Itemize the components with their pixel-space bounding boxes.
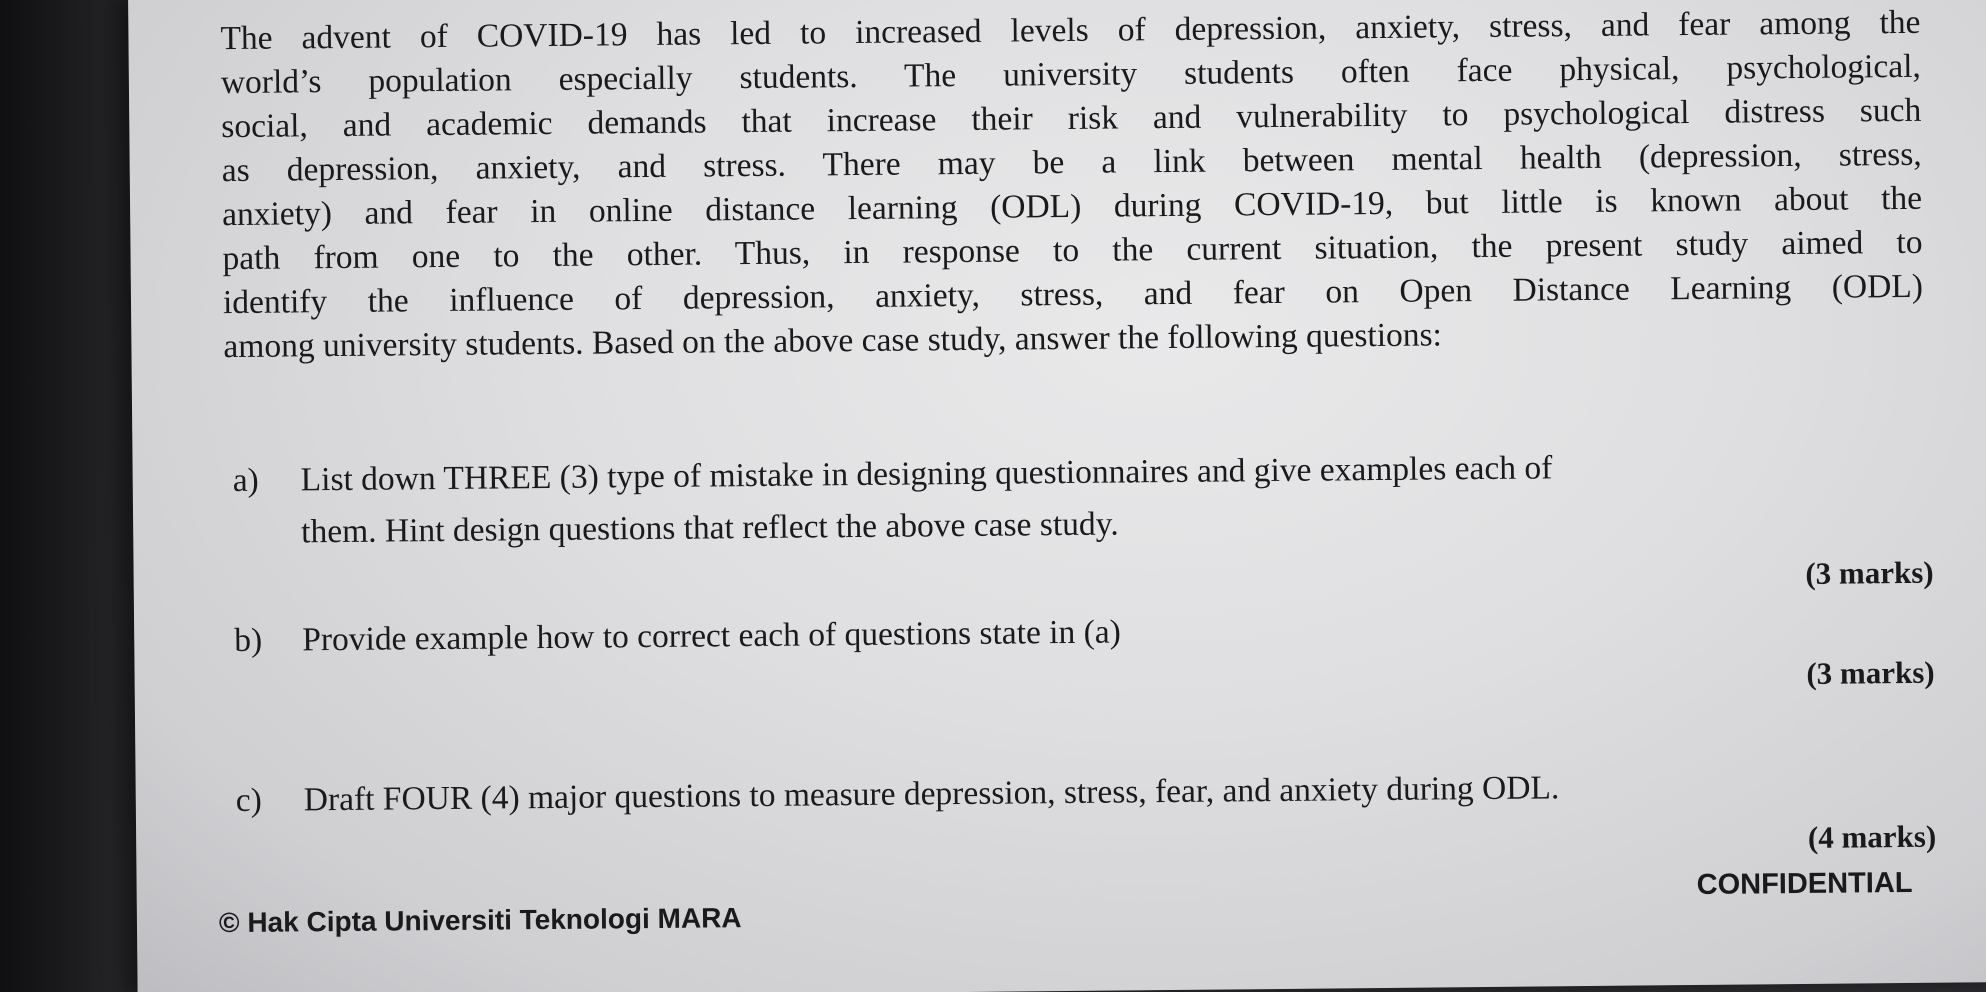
paragraph-line: social, and academic demands that increase their risk and vulnerability to psychological distress such bbox=[221, 91, 1922, 146]
question-text-line: them. Hint design questions that reflect the above case study. bbox=[301, 505, 1119, 551]
question-text-line: Provide example how to correct each of questions state in (a) bbox=[302, 613, 1121, 659]
question-text-line: Draft FOUR (4) major questions to measure depression, stress, fear, and anxiety during ODL. bbox=[303, 769, 1560, 819]
confidential-label: CONFIDENTIAL bbox=[1696, 866, 1913, 901]
paragraph-line: The advent of COVID-19 has led to increased levels of depression, anxiety, stress, and fear among the bbox=[220, 3, 1921, 58]
question-c bbox=[236, 763, 1937, 889]
marks-label: (3 marks) bbox=[1805, 554, 1934, 591]
marks-label: (3 marks) bbox=[1806, 654, 1935, 691]
question-text-line: List down THREE (3) type of mistake in designing questionnaires and give examples each of bbox=[300, 449, 1553, 499]
paragraph-line: as depression, anxiety, and stress. There may be a link between mental health (depression, stress, bbox=[221, 135, 1922, 190]
marks-label: (4 marks) bbox=[1807, 818, 1937, 855]
paragraph-line: anxiety) and fear in online distance learning (ODL) during COVID-19, but little is known about the bbox=[221, 179, 1923, 234]
question-a bbox=[233, 443, 1934, 619]
paragraph-line: identify the influence of depression, anxiety, stress, and fear on Open Distance Learning (ODL) bbox=[222, 267, 1924, 322]
exam-page bbox=[128, 0, 1986, 992]
case-study-paragraph bbox=[220, 1, 1923, 369]
paragraph-line: among university students. Based on the above case study, answer the following questions: bbox=[223, 316, 1443, 366]
question-letter: a) bbox=[232, 461, 259, 500]
question-letter: b) bbox=[234, 621, 263, 660]
question-letter: c) bbox=[235, 781, 262, 820]
paragraph-line: world’s population especially students. The university students often face physical, psychological, bbox=[220, 47, 1921, 102]
paragraph-line: path from one to the other. Thus, in response to the current situation, the present study aimed to bbox=[222, 223, 1923, 278]
question-b bbox=[234, 603, 1935, 729]
copyright-notice: © Hak Cipta Universiti Teknologi MARA bbox=[218, 902, 742, 939]
